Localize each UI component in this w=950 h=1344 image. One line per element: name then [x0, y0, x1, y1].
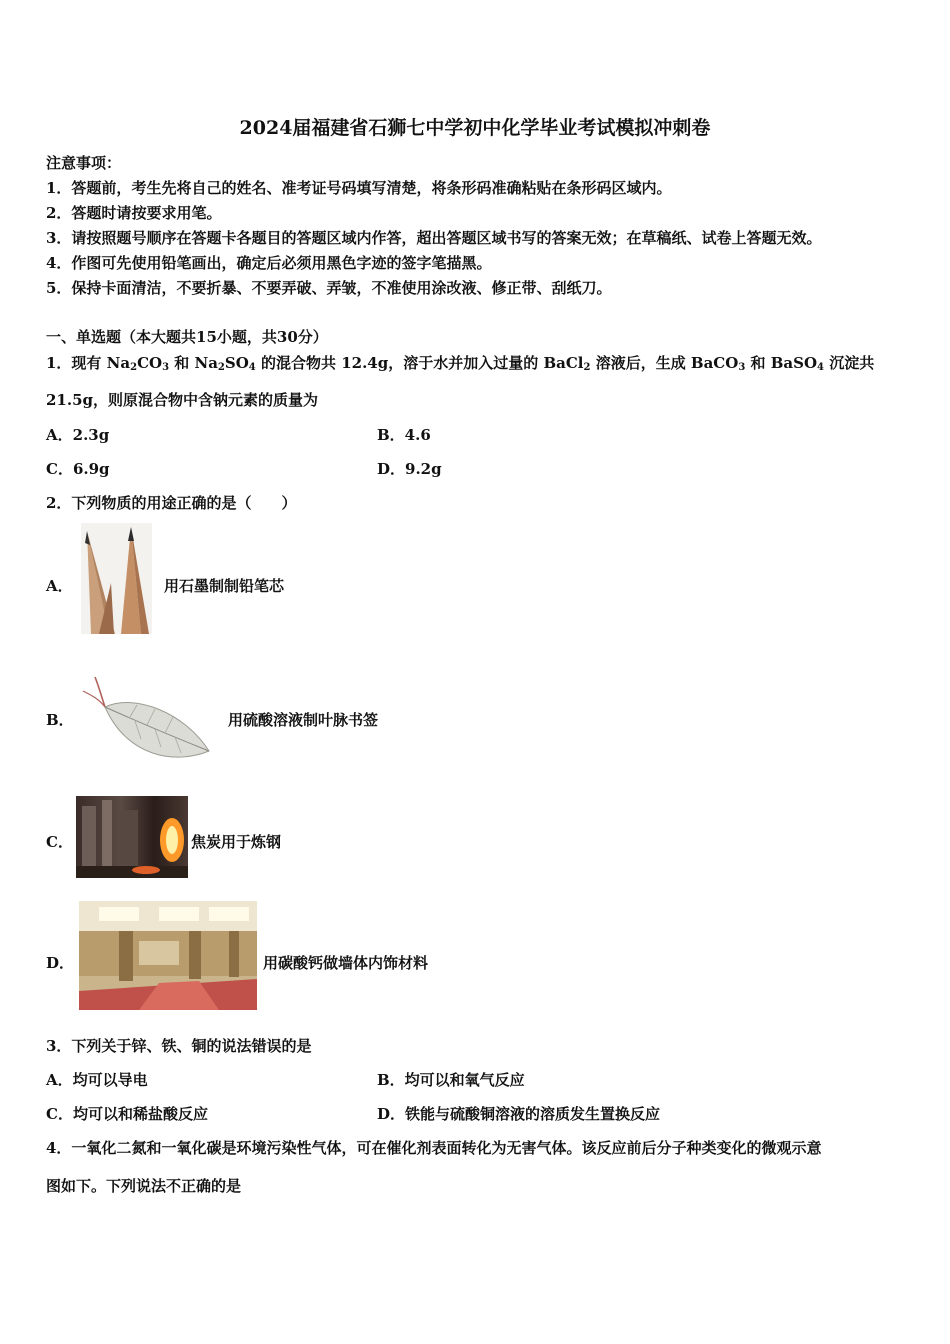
- q2-option-letter: C．: [46, 833, 73, 851]
- notice-heading: 注意事项：: [46, 154, 122, 172]
- q3-option-a: A．均可以导电: [46, 1071, 148, 1089]
- q1-stem-line2: 21.5g，则原混合物中含钠元素的质量为: [46, 391, 319, 409]
- notice-item: 1．答题前，考生先将自己的姓名、准考证号码填写清楚，将条形码准确粘贴在条形码区域内。: [46, 179, 672, 197]
- notice-item: 4．作图可先使用铅笔画出，确定后必须用黑色字迹的签字笔描黑。: [46, 254, 492, 272]
- notice-item: 3．请按照题号顺序在答题卡各题目的答题区域内作答，超出答题区域书写的答案无效；在草稿纸、试卷上答题无效。: [46, 229, 822, 247]
- q2-option-letter: A．: [46, 577, 73, 595]
- q3-stem: 3．下列关于锌、铁、铜的说法错误的是: [46, 1037, 312, 1055]
- q1-stem: 1．现有 $Na_2CO_3$ 和 $Na_2SO_4$ 的混合物共 12.4g，溶于水并加入过量的 BaCl$_2$ 溶液后，生成 BaCO$_3$ 和 BaSO$_4$ 沉淀共: [46, 354, 875, 373]
- steel-furnace-image: [76, 796, 188, 878]
- q1-option-a: A．2.3g: [46, 426, 110, 444]
- q1-option-c: C．6.9g: [46, 460, 110, 478]
- interior-hall-image: [79, 901, 257, 1010]
- q2-option-text: 用硫酸溶液制叶脉书签: [228, 711, 379, 729]
- pencils-image: [81, 523, 152, 634]
- q2-option-text: 用碳酸钙做墙体内饰材料: [263, 954, 429, 972]
- q2-option-text: 用石墨制制铅笔芯: [164, 577, 285, 595]
- q2-stem: 2．下列物质的用途正确的是（ ）: [46, 494, 297, 512]
- section-heading: 一、单选题（本大题共15小题，共30分）: [46, 328, 328, 346]
- q1-option-b: B．4.6: [377, 426, 431, 444]
- q4-stem-line2: 图如下。下列说法不正确的是: [46, 1177, 242, 1195]
- q3-option-c: C．均可以和稀盐酸反应: [46, 1105, 208, 1123]
- notice-item: 5．保持卡面清洁，不要折暴、不要弄破、弄皱，不准使用涂改液、修正带、刮纸刀。: [46, 279, 612, 297]
- q2-option-letter: B．: [46, 711, 74, 729]
- q4-stem: 4．一氧化二氮和一氧化碳是环境污染性气体，可在催化剂表面转化为无害气体。该反应前后分子种类变化的微观示意: [46, 1139, 822, 1157]
- q1-option-d: D．9.2g: [377, 460, 442, 478]
- notice-item: 2．答题时请按要求用笔。: [46, 204, 222, 222]
- page-title: 2024届福建省石狮七中学初中化学毕业考试模拟冲刺卷: [239, 117, 711, 139]
- q2-option-letter: D．: [46, 954, 75, 972]
- q3-option-b: B．均可以和氧气反应: [377, 1071, 525, 1089]
- q2-option-text: 焦炭用于炼钢: [191, 833, 282, 851]
- q3-option-d: D．铁能与硫酸铜溶液的溶质发生置换反应: [377, 1105, 661, 1123]
- leaf-image: [75, 673, 215, 773]
